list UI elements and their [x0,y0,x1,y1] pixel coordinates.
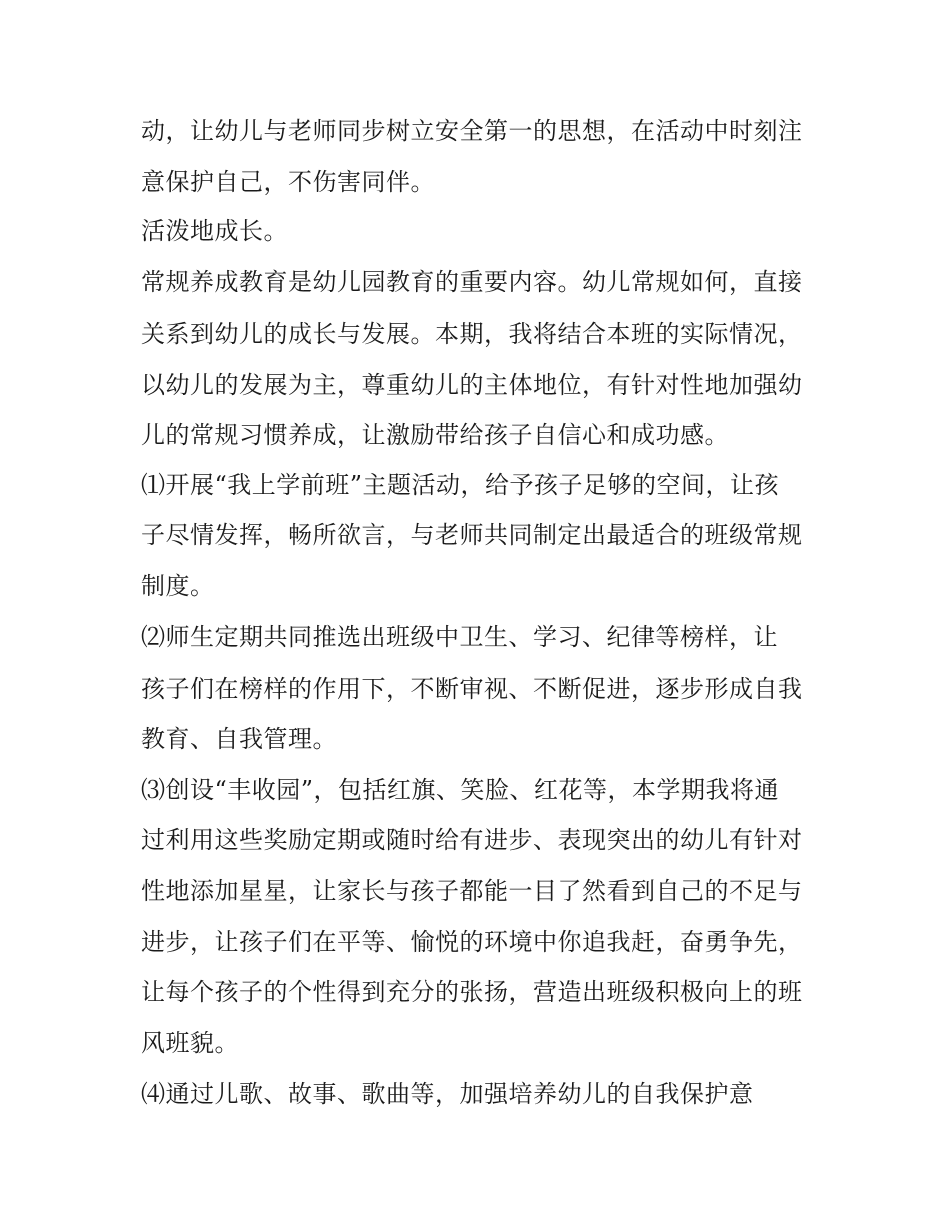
text-line: 活泼地成长。 [141,217,288,245]
text-line: 风班貌。 [141,1029,239,1057]
text-line: 儿的常规习惯养成，让激励带给孩子自信心和成功感。 [141,421,729,449]
text-line: 进步，让孩子们在平等、愉悦的环境中你追我赶，奋勇争先， [141,928,803,956]
text-line: 意保护自己，不伤害同伴。 [141,168,435,196]
text-line: ⑶创设“丰收园”，包括红旗、笑脸、红花等，本学期我将通 [141,776,780,804]
text-line: 孩子们在榜样的作用下，不断审视、不断促进，逐步形成自我 [141,675,803,703]
text-line: 教育、自我管理。 [141,725,337,753]
text-line: 子尽情发挥，畅所欲言，与老师共同制定出最适合的班级常规 [141,521,803,549]
text-line: 常规养成教育是幼儿园教育的重要内容。幼儿常规如何，直接 [141,268,803,296]
text-line: 关系到幼儿的成长与发展。本期，我将结合本班的实际情况， [141,320,803,348]
text-line: ⑷通过儿歌、故事、歌曲等，加强培养幼儿的自我保护意 [141,1080,754,1108]
text-line: 以幼儿的发展为主，尊重幼儿的主体地位，有针对性地加强幼 [141,371,803,399]
text-line: 性地添加星星，让家长与孩子都能一目了然看到自己的不足与 [141,877,803,905]
text-line: 让每个孩子的个性得到充分的张扬，营造出班级积极向上的班 [141,978,803,1006]
text-line: 制度。 [141,572,215,600]
text-line: 过利用这些奖励定期或随时给有进步、表现突出的幼儿有针对 [141,826,803,854]
text-line: ⑴开展“我上学前班”主题活动，给予孩子足够的空间，让孩 [141,471,780,499]
text-line: 动，让幼儿与老师同步树立安全第一的思想，在活动中时刻注 [141,117,803,145]
text-line: ⑵师生定期共同推选出班级中卫生、学习、纪律等榜样，让 [141,623,778,651]
